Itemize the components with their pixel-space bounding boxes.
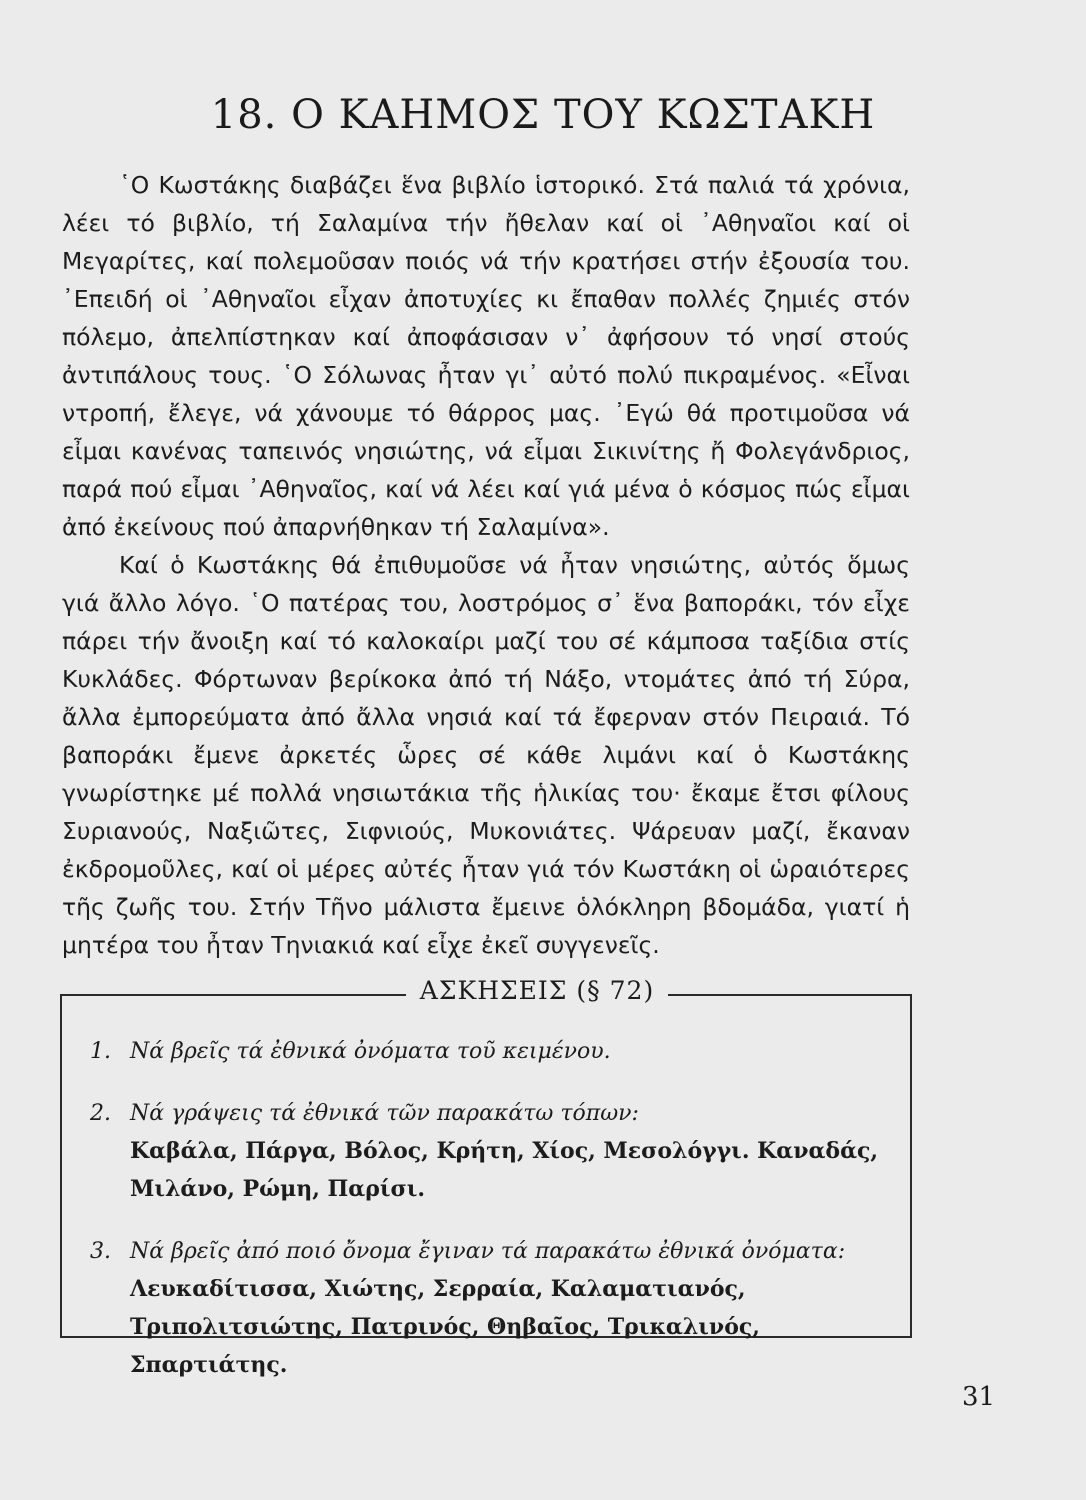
exercise-words: Καβάλα, Πάργα, Βόλος, Κρήτη, Χίος, Μεσολόγγι. Καναδάς, Μιλάνο, Ρώμη, Παρίσι. xyxy=(130,1138,879,1202)
exercise-instruction: Νά γράψεις τά ἐθνικά τῶν παρακάτω τόπων: xyxy=(130,1101,639,1126)
exercise-words: Λευκαδίτισσα, Χιώτης, Σερραία, Καλαματιανός, Τριπολιτσιώτης, Πατρινός, Θηβαῖος, Τρικαλινός, Σπαρτιάτης. xyxy=(130,1276,760,1378)
exercise-number: 1. xyxy=(90,1039,111,1064)
exercises-list xyxy=(90,1034,880,1410)
exercise-number: 3. xyxy=(90,1239,111,1264)
story-text xyxy=(62,166,910,964)
paragraph-2: Καί ὁ Κωστάκης θά ἐπιθυμοῦσε νά ἦταν νησιώτης, αὐτός ὅμως γιά ἄλλο λόγο. ῾Ο πατέρας του, λοστρόμος σ᾿ ἕνα βαποράκι, τόν εἶχε πάρει τήν ἄνοιξη καί τό καλοκαίρι μαζί του σέ κάμποσα ταξίδια στίς Κυκλάδες. Φόρτωναν βερίκοκα ἀπό τή Νάξο, ντομάτες ἀπό τή Σύρα, ἄλλα ἐμπορεύματα ἀπό ἄλλα νησιά καί τά ἔφερναν στόν Πειραιά. Τό βαποράκι ἔμενε ἀρκετές ὧρες σέ κάθε λιμάνι καί ὁ Κωστάκης γνωρίστηκε μέ πολλά νησιωτάκια τῆς ἡλικίας του· ἔκαμε ἔτσι φίλους Συριανούς, Ναξιῶτες, Σιφνιούς, Μυκονιάτες. Ψάρευαν μαζί, ἔκαναν ἐκδρομοῦλες, καί οἱ μέρες αὐτές ἦταν γιά τόν Κωστάκη οἱ ὡραιότερες τῆς ζωῆς του. Στήν Τῆνο μάλιστα ἔμεινε ὁλόκληρη βδομάδα, γιατί ἡ μητέρα του ἦταν Τηνιακιά καί εἶχε ἐκεῖ συγγενεῖς. xyxy=(62,551,910,959)
exercises-heading: ΑΣΚΗΣΕΙΣ (§ 72) xyxy=(406,976,668,1005)
exercise-item xyxy=(90,1034,880,1070)
exercise-number: 2. xyxy=(90,1101,111,1126)
exercise-instruction: Νά βρεῖς ἀπό ποιό ὄνομα ἔγιναν τά παρακάτω ἐθνικά ὀνόματα: xyxy=(130,1239,846,1264)
exercise-item xyxy=(90,1096,880,1208)
exercise-instruction: Νά βρεῖς τά ἐθνικά ὀνόματα τοῦ κειμένου. xyxy=(130,1039,611,1064)
exercise-item xyxy=(90,1234,880,1384)
page-number: 31 xyxy=(962,1382,996,1412)
chapter-title: 18. Ο ΚΑΗΜΟΣ ΤΟΥ ΚΩΣΤΑΚΗ xyxy=(210,92,876,138)
paragraph-1: ῾Ο Κωστάκης διαβάζει ἕνα βιβλίο ἱστορικό. Στά παλιά τά χρόνια, λέει τό βιβλίο, τή Σαλαμίνα τήν ἤθελαν καί οἱ ᾿Αθηναῖοι καί οἱ Μεγαρίτες, καί πολεμοῦσαν ποιός νά τήν κρατήσει στήν ἐξουσία του. ᾿Επειδή οἱ ᾿Αθηναῖοι εἶχαν ἀποτυχίες κι ἔπαθαν πολλές ζημιές στόν πόλεμο, ἀπελπίστηκαν καί ἀποφάσισαν ν᾿ ἀφήσουν τό νησί στούς ἀντιπάλους τους. ῾Ο Σόλωνας ἦταν γι᾿ αὐτό πολύ πικραμένος. «Εἶναι ντροπή, ἔλεγε, νά χάνουμε τό θάρρος μας. ᾿Εγώ θά προτιμοῦσα νά εἶμαι κανένας ταπεινός νησιώτης, νά εἶμαι Σικινίτης ἤ Φολεγάνδριος, παρά πού εἶμαι ᾿Αθηναῖος, καί νά λέει καί γιά μένα ὁ κόσμος πώς εἶμαι ἀπό ἐκείνους πού ἀπαρνήθηκαν τή Σαλαμίνα». xyxy=(62,171,910,541)
